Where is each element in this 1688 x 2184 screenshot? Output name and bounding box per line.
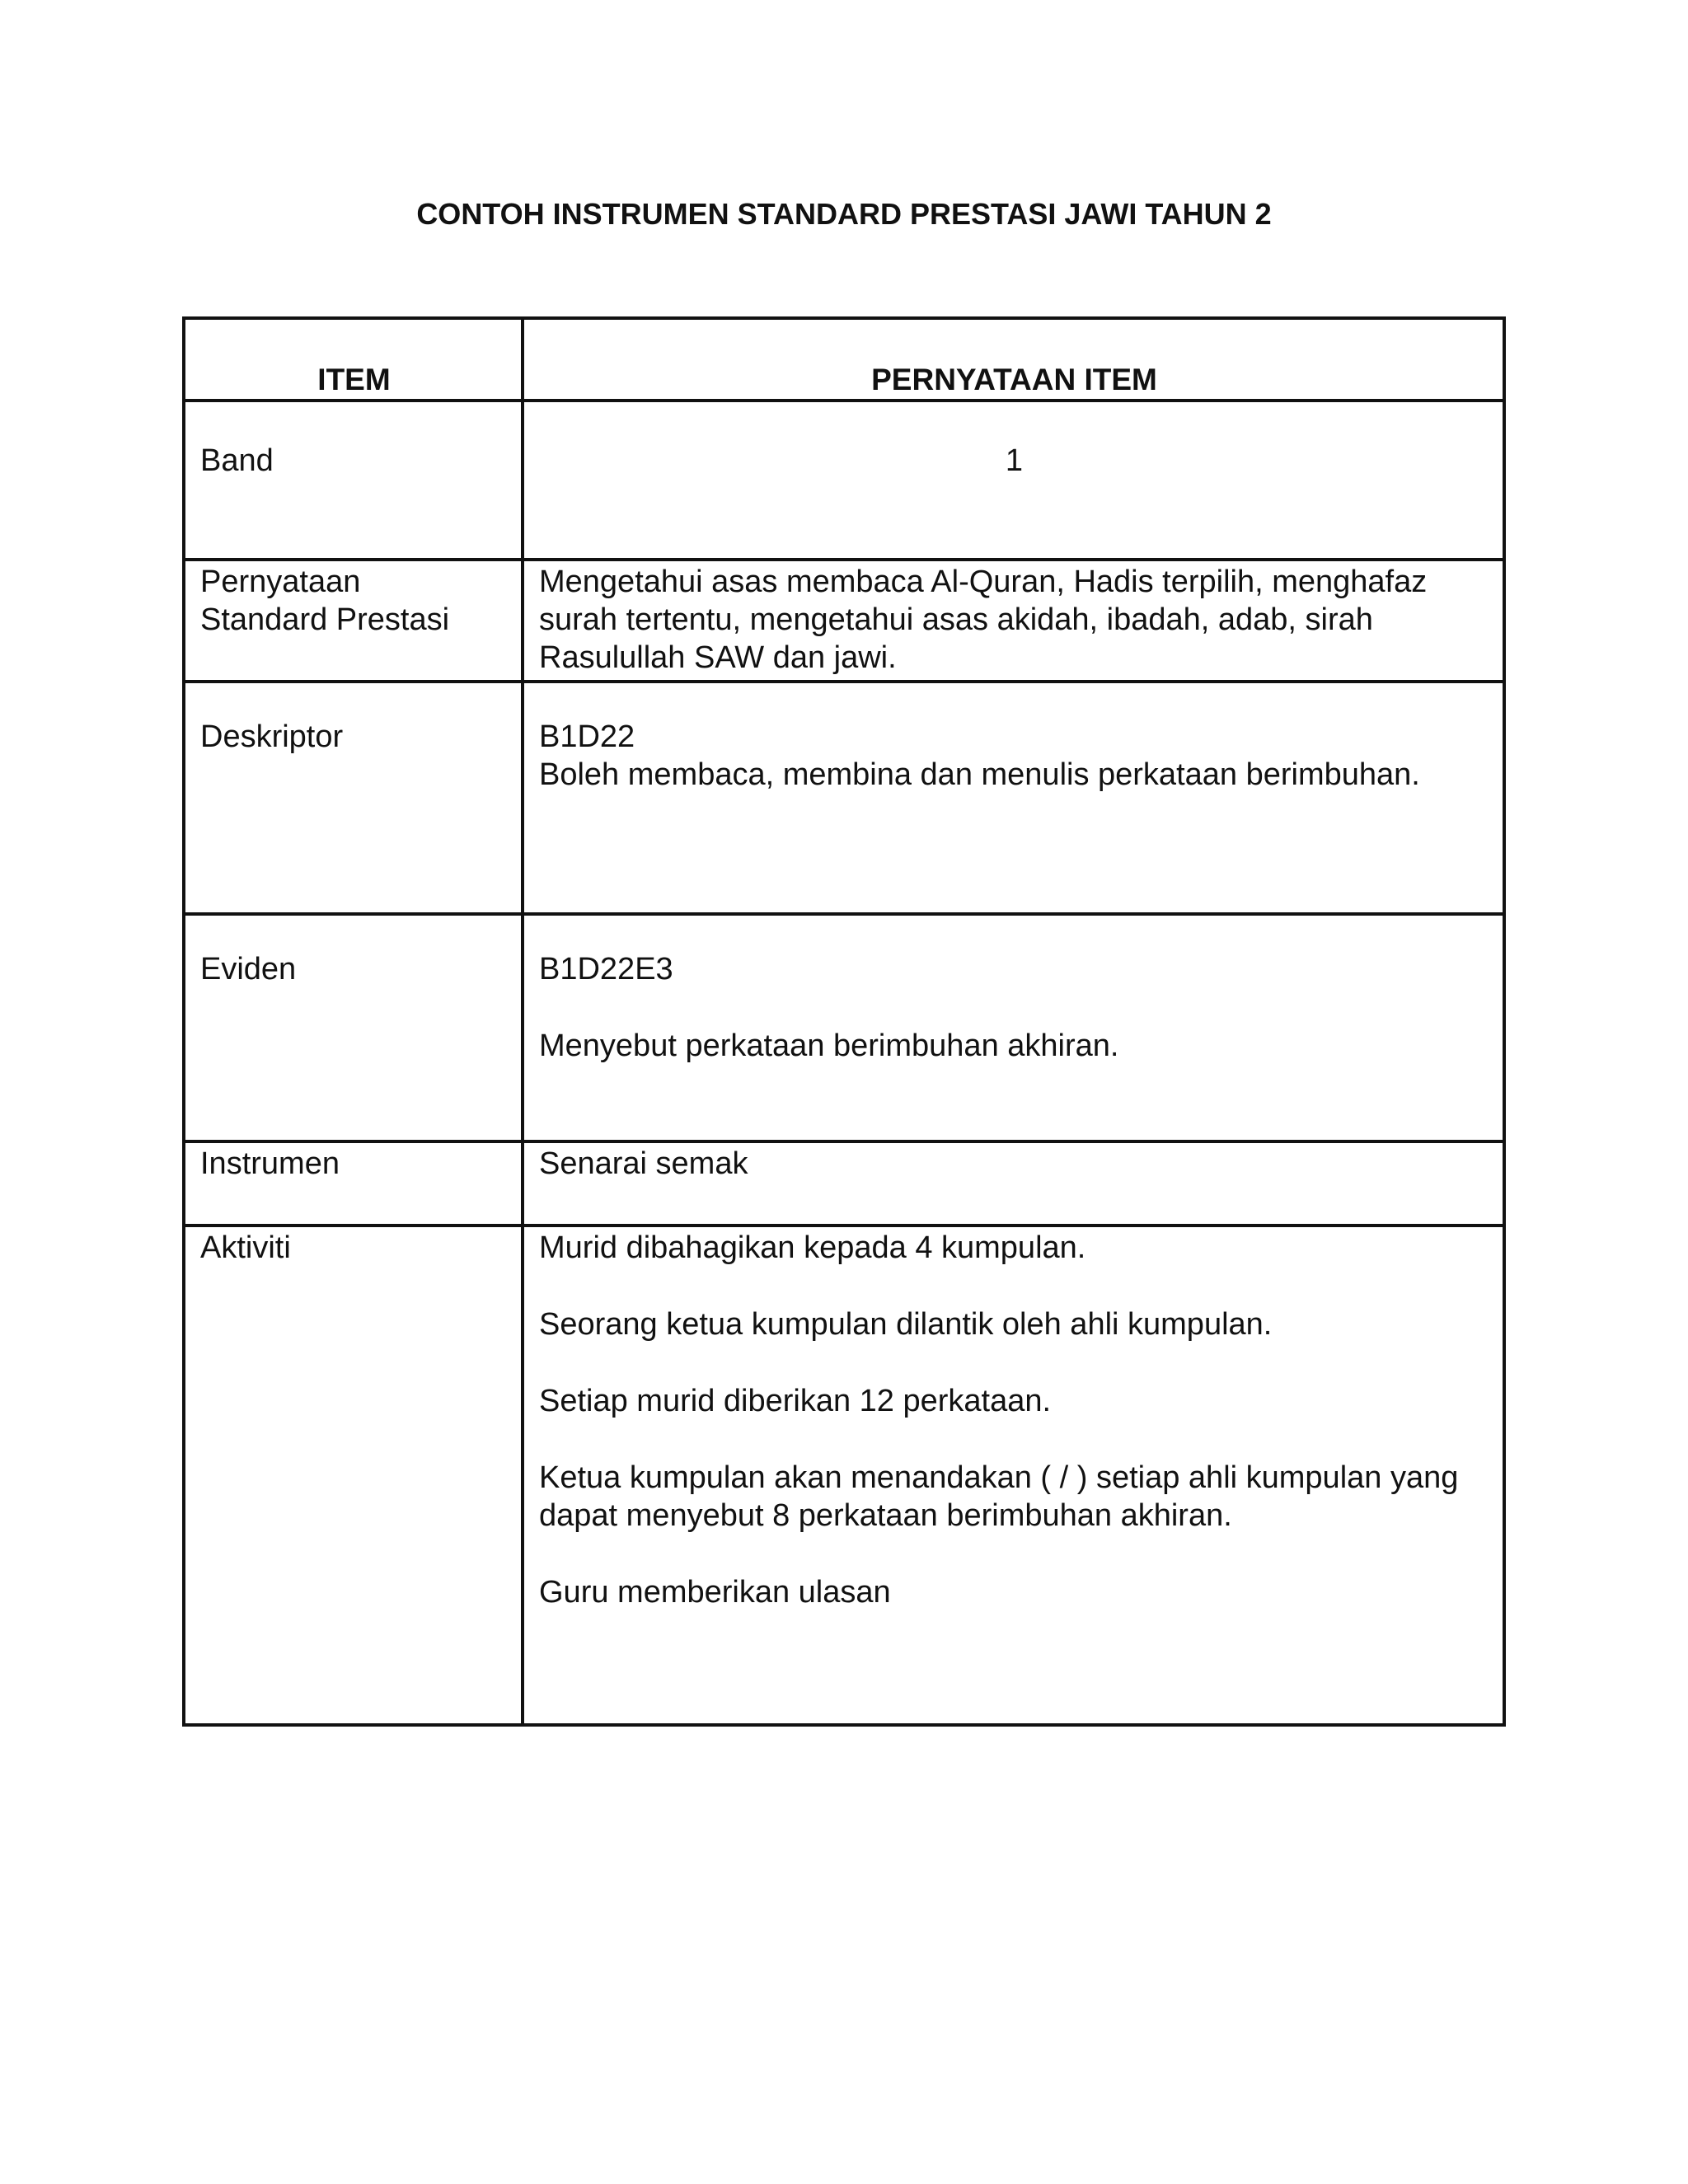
deskriptor-value <box>523 682 1504 914</box>
table-header-row <box>184 318 1504 401</box>
table-row-band <box>184 401 1504 560</box>
document-title: CONTOH INSTRUMEN STANDARD PRESTASI JAWI TAHUN 2 <box>416 197 1272 231</box>
header-item: ITEM <box>184 318 523 401</box>
table-row-deskriptor <box>184 682 1504 914</box>
aktiviti-step: Setiap murid diberikan 12 perkataan. <box>539 1384 1052 1418</box>
standard-prestasi-label-line1: Pernyataan <box>200 565 361 599</box>
standard-prestasi-label-line2: Standard Prestasi <box>200 602 450 637</box>
band-label: Band <box>184 401 523 560</box>
aktiviti-step: Murid dibahagikan kepada 4 kumpulan. <box>539 1230 1086 1265</box>
instrument-table <box>182 316 1506 1727</box>
eviden-code: B1D22E3 <box>539 952 673 987</box>
instrumen-value: Senarai semak <box>523 1141 1504 1226</box>
deskriptor-text: Boleh membaca, membina dan menulis perkataan berimbuhan. <box>539 757 1420 792</box>
header-statement: PERNYATAAN ITEM <box>523 318 1504 401</box>
table-row-instrumen <box>184 1141 1504 1226</box>
deskriptor-code: B1D22 <box>539 719 635 754</box>
eviden-value <box>523 914 1504 1141</box>
table-row-standard-prestasi <box>184 560 1504 682</box>
aktiviti-step: Ketua kumpulan akan menandakan ( / ) setiap ahli kumpulan yang dapat menyebut 8 perkataan berimbuhan akhiran. <box>539 1460 1459 1533</box>
eviden-label: Eviden <box>184 914 523 1141</box>
table-row-aktiviti <box>184 1226 1504 1725</box>
aktiviti-step: Seorang ketua kumpulan dilantik oleh ahli kumpulan. <box>539 1307 1273 1342</box>
standard-prestasi-label <box>184 560 523 682</box>
standard-prestasi-value: Mengetahui asas membaca Al-Quran, Hadis terpilih, menghafaz surah tertentu, mengetahui asas akidah, ibadah, adab, sirah Rasulullah SAW dan jawi. <box>523 560 1504 682</box>
aktiviti-label: Aktiviti <box>184 1226 523 1725</box>
table-row-eviden <box>184 914 1504 1141</box>
instrumen-label: Instrumen <box>184 1141 523 1226</box>
eviden-text: Menyebut perkataan berimbuhan akhiran. <box>539 1029 1119 1063</box>
aktiviti-value <box>523 1226 1504 1725</box>
deskriptor-label: Deskriptor <box>184 682 523 914</box>
aktiviti-step: Guru memberikan ulasan <box>539 1575 891 1610</box>
band-value: 1 <box>523 401 1504 560</box>
